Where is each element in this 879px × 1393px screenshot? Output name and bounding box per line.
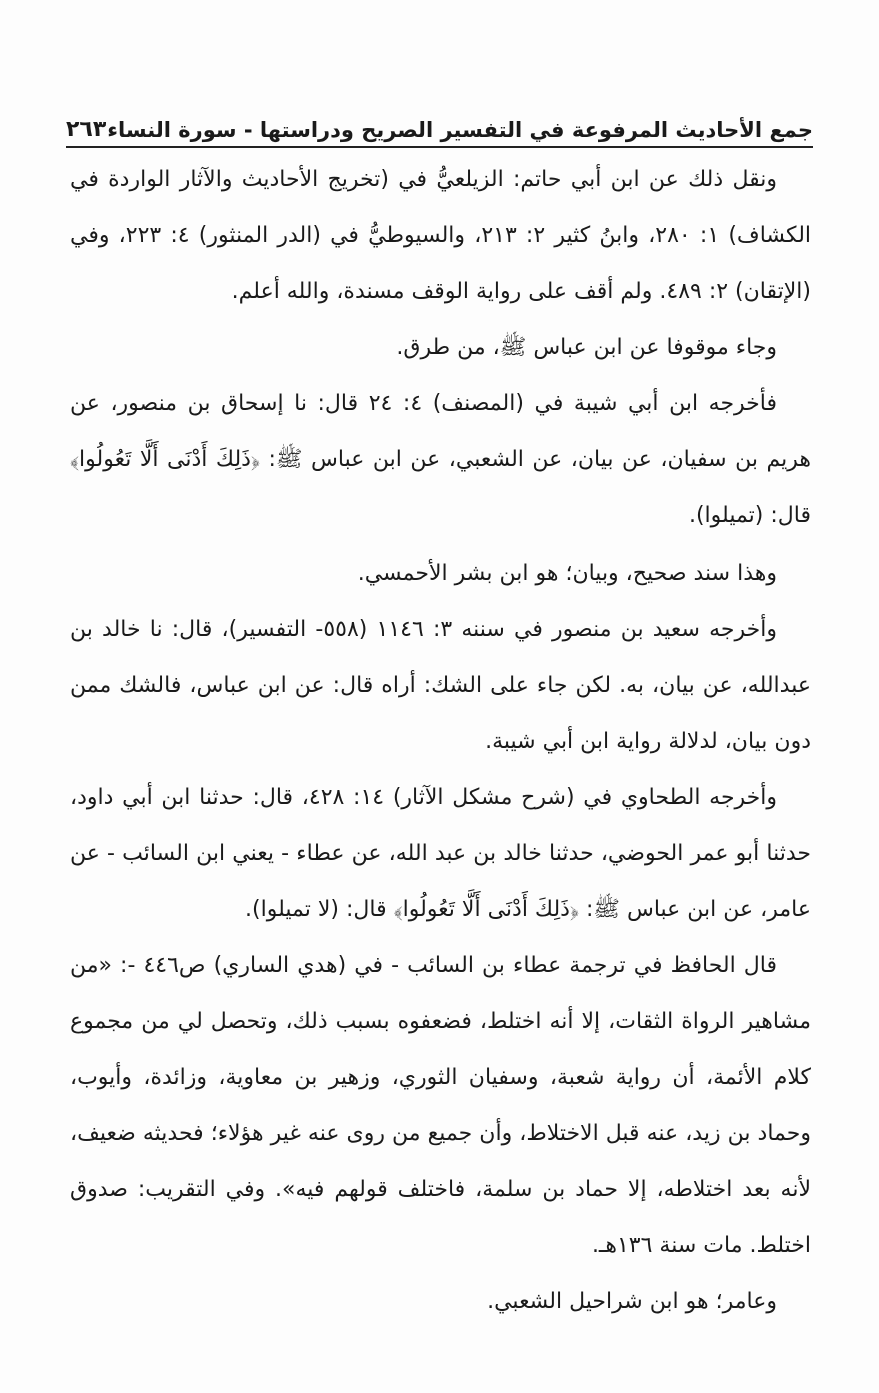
page-number: ٢٦٣ [66, 117, 107, 142]
paragraph-ibn-abi-shaybah: فأخرجه ابن أبي شيبة في (المصنف) ٤: ٢٤ قال: نا إسحاق بن منصور، عن هريم بن سفيان، عن بيان، عن الشعبي، عن ابن عباس ﷺ: ﴿ذَلِكَ أَدْنَى أَلَّا تَعُولُوا﴾ قال: (تميلوا). [70, 391, 811, 528]
paragraph-hafiz-ata: قال الحافظ في ترجمة عطاء بن السائب - في (هدي الساري) ص٤٤٦ -: «من مشاهير الرواة الثقات، إلا أنه اختلط، فضعفوه بسبب ذلك، وتحصل لي من مجموع كلام الأئمة، أن رواية شعبة، وسفيان الثوري، وزهير بن معاوية، وزائدة، وأيوب، وحماد بن زيد، عنه قبل الاختلاط، وأن جميع من روى عنه غير هؤلاء؛ فحديثه ضعيف، لأنه بعد اختلاطه، إلا حماد بن سلمة، فاختلف قولهم فيه». وفي التقريب: صدوق اختلط. مات سنة ١٣٦هـ. [70, 953, 811, 1258]
paragraph-amir: وعامر؛ هو ابن شراحيل الشعبي. [487, 1289, 777, 1314]
paragraph-isnad-sahih: وهذا سند صحيح، وبيان؛ هو ابن بشر الأحمسي. [357, 561, 777, 586]
body-text [70, 152, 811, 1330]
paragraph-tahawi: وأخرجه الطحاوي في (شرح مشكل الآثار) ١٤: ٤٢٨، قال: حدثنا ابن أبي داود، حدثنا أبو عمر الحوضي، حدثنا خالد بن عبد الله، عن عطاء - يعني ابن السائب - عن عامر، عن ابن عباس ﷺ: ﴿ذَلِكَ أَدْنَى أَلَّا تَعُولُوا﴾ قال: (لا تميلوا). [70, 785, 811, 922]
page-header [66, 108, 813, 148]
paragraph-said-ibn-mansur: وأخرجه سعيد بن منصور في سننه ٣: ١١٤٦ (٥٥٨- التفسير)، قال: نا خالد بن عبدالله، عن بيان، به. لكن جاء على الشك: أراه قال: عن ابن عباس، فالشك ممن دون بيان، لدلالة رواية ابن أبي شيبة. [70, 617, 811, 754]
running-title: جمع الأحاديث المرفوعة في التفسير الصريح ودراستها - سورة النساء [107, 118, 813, 142]
paragraph-mawquf-note: وجاء موقوفا عن ابن عباس ﷺ، من طرق. [396, 335, 777, 360]
paragraph-zaylai-citations: ونقل ذلك عن ابن أبي حاتم: الزيلعيُّ في (تخريج الأحاديث والآثار الواردة في الكشاف) ١: ٢٨٠، وابنُ كثير ٢: ٢١٣، والسيوطيُّ في (الدر المنثور) ٤: ٢٢٣، وفي (الإتقان) ٢: ٤٨٩. ولم أقف على رواية الوقف مسندة، والله أعلم. [70, 167, 812, 304]
